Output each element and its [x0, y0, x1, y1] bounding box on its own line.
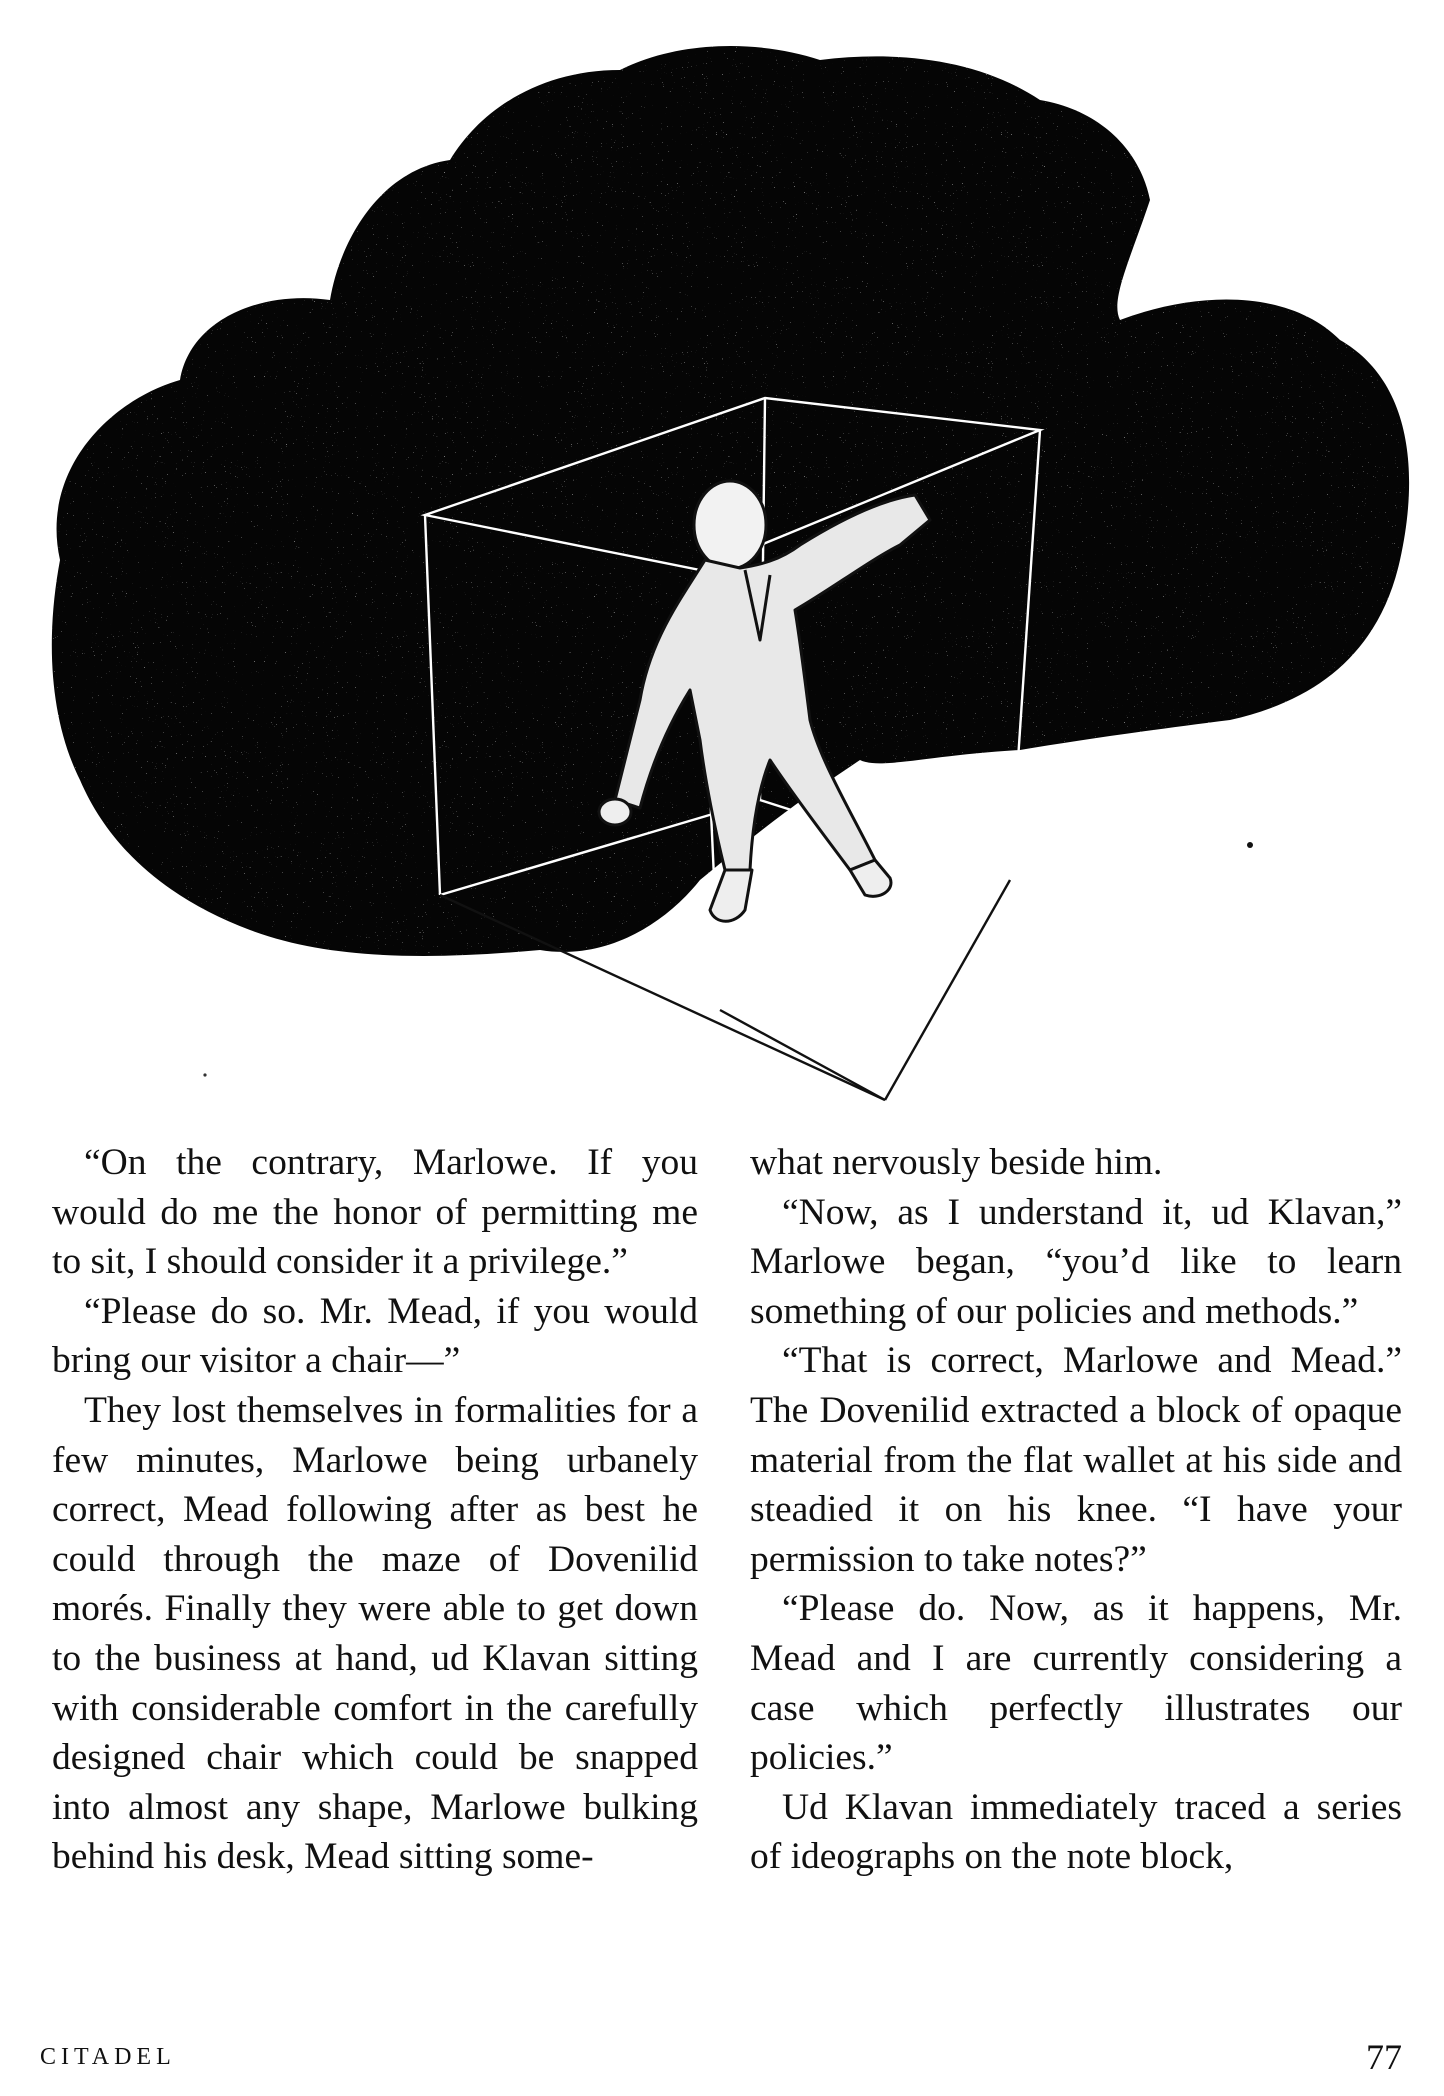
- magazine-name: CITADEL: [40, 2044, 176, 2070]
- paragraph: “Please do so. Mr. Mead, if you would bring our visitor a chair—”: [52, 1290, 698, 1382]
- page-footer: [40, 2037, 1402, 2080]
- paragraph: “Now, as I understand it, ud Klavan,” Marlowe began, “you’d like to learn something of our policies and methods.”: [750, 1191, 1402, 1332]
- paragraph: “On the contrary, Marlowe. If you would do me the honor of permitting me to sit, I should consider it a privilege.”: [52, 1142, 698, 1283]
- paragraph: They lost themselves in formalities for a few minutes, Marlowe being urbanely correct, Mead following after as best he could through the maze of Dovenilid morés. Finally they were able to get down to the business at hand, ud Klavan sitting with considerable comfort in the carefully designed chair which could be snapped into almost any shape, Marlowe bulking behind his desk, Mead sitting some-: [52, 1389, 698, 1878]
- paragraph: what nervously beside him.: [750, 1142, 1163, 1183]
- page-number: 77: [1366, 2037, 1402, 2077]
- right-column: [750, 1138, 1402, 1882]
- paragraph: Ud Klavan immediately traced a series of ideographs on the note block,: [750, 1786, 1402, 1878]
- left-column: [52, 1138, 698, 1882]
- paragraph: “That is correct, Marlowe and Mead.” The Dovenilid extracted a block of opaque material from the flat wallet at his side and steadied it on his knee. “I have your permission to take notes?”: [750, 1340, 1402, 1580]
- paragraph: “Please do. Now, as it happens, Mr. Mead and I are currently considering a case which perfectly illustrates our policies.”: [750, 1588, 1402, 1779]
